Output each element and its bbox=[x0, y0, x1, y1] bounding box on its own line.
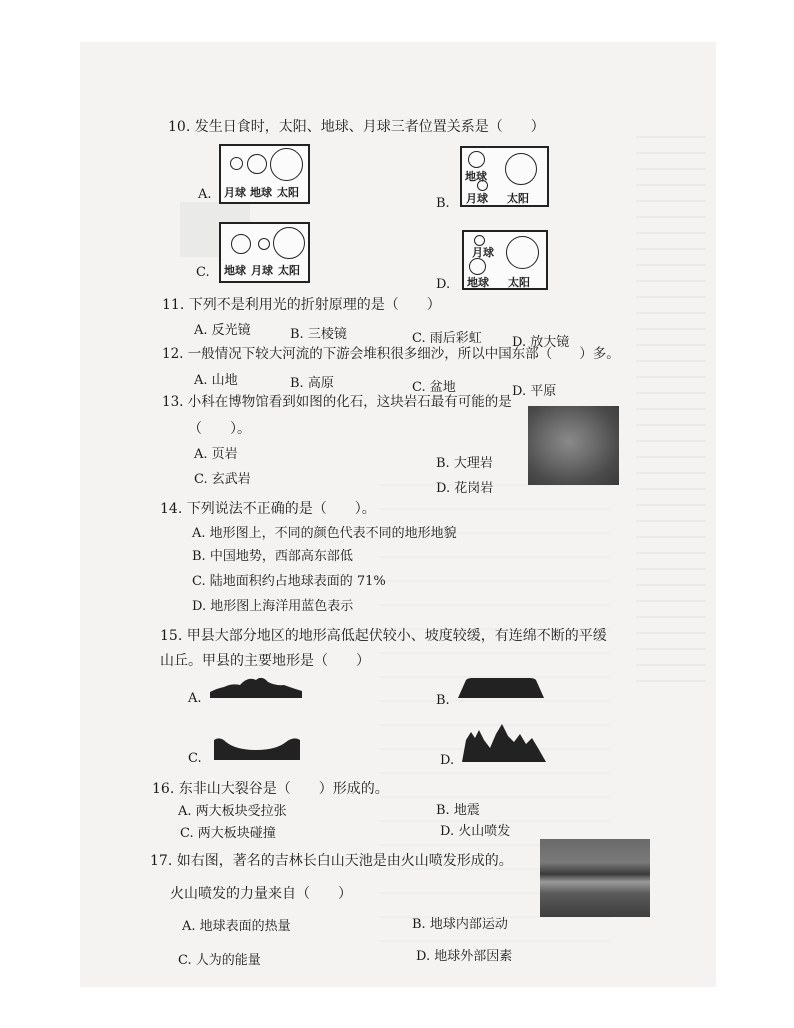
worksheet-page bbox=[80, 42, 716, 987]
q11-option-c[interactable]: C. 雨后彩虹 bbox=[412, 331, 482, 346]
q15-option-b-plateau-image[interactable] bbox=[458, 674, 544, 698]
earth-circle bbox=[247, 154, 267, 174]
q14-stem: 14. 下列说法不正确的是（ ）。 bbox=[160, 501, 376, 517]
sun-circle bbox=[273, 227, 305, 259]
q17-option-a[interactable]: A. 地球表面的热量 bbox=[182, 919, 291, 934]
moon-label: 月球 bbox=[251, 264, 273, 277]
earth-circle bbox=[231, 234, 251, 254]
q17-stem-line2: 火山喷发的力量来自（ ） bbox=[170, 886, 352, 902]
q13-stem-line1: 13. 小科在博物馆看到如图的化石，这块岩石最有可能的是 bbox=[162, 394, 512, 410]
q11-option-a[interactable]: A. 反光镜 bbox=[194, 323, 251, 338]
q11-option-b[interactable]: B. 三棱镜 bbox=[290, 327, 347, 342]
moon-label: 月球 bbox=[224, 186, 246, 199]
moon-circle bbox=[230, 157, 243, 170]
earth-circle bbox=[469, 258, 486, 275]
q10-stem: 10. 发生日食时，太阳、地球、月球三者位置关系是（ ） bbox=[168, 119, 545, 135]
sun-circle bbox=[506, 236, 539, 269]
q10-option-d-letter: D. bbox=[436, 277, 451, 292]
q14-option-a[interactable]: A. 地形图上，不同的颜色代表不同的地形地貌 bbox=[192, 526, 457, 541]
earth-label: 地球 bbox=[467, 276, 489, 289]
q10-option-a-diagram[interactable] bbox=[219, 144, 310, 204]
q12-option-a[interactable]: A. 山地 bbox=[194, 373, 238, 388]
moon-label: 月球 bbox=[466, 192, 488, 205]
q12-option-c[interactable]: C. 盆地 bbox=[412, 380, 456, 395]
q15-option-d-mountains-image[interactable] bbox=[462, 722, 546, 762]
q15-option-c-letter: C. bbox=[188, 751, 202, 766]
q11-option-d[interactable]: D. 放大镜 bbox=[512, 335, 570, 350]
q11-stem: 11. 下列不是利用光的折射原理的是（ ） bbox=[162, 297, 441, 313]
q15-option-d-letter: D. bbox=[440, 753, 455, 768]
q10-option-b-diagram[interactable] bbox=[460, 146, 549, 207]
moon-circle bbox=[258, 238, 270, 250]
sun-label: 太阳 bbox=[277, 186, 299, 199]
q10-option-c-letter: C. bbox=[196, 265, 210, 280]
q14-option-c[interactable]: C. 陆地面积约占地球表面的 71% bbox=[192, 574, 386, 589]
sun-label: 太阳 bbox=[507, 192, 529, 205]
q15-option-c-basin-image[interactable] bbox=[214, 736, 300, 760]
q15-option-a-hills-image[interactable] bbox=[210, 672, 302, 698]
q15-stem-line1: 15. 甲县大部分地区的地形高低起伏较小、坡度较缓，有连绵不断的平缓 bbox=[160, 628, 607, 644]
q10-option-c-diagram[interactable] bbox=[219, 222, 310, 283]
q14-option-b[interactable]: B. 中国地势，西部高东部低 bbox=[192, 549, 353, 564]
q13-option-b[interactable]: B. 大理岩 bbox=[436, 456, 493, 471]
moon-label: 月球 bbox=[472, 246, 494, 259]
q15-stem-line2: 山丘。甲县的主要地形是（ ） bbox=[160, 653, 370, 669]
q10-option-b-letter: B. bbox=[436, 196, 450, 211]
q12-stem: 12. 一般情况下较大河流的下游会堆积很多细沙，所以中国东部（ ）多。 bbox=[162, 346, 620, 362]
earth-label: 地球 bbox=[250, 186, 272, 199]
q12-option-b[interactable]: B. 高原 bbox=[290, 376, 334, 391]
sun-label: 太阳 bbox=[508, 276, 530, 289]
q10-option-a-letter: A. bbox=[198, 187, 212, 202]
q17-option-b[interactable]: B. 地球内部运动 bbox=[412, 917, 508, 932]
q15-option-b-letter: B. bbox=[436, 693, 450, 708]
q13-stem-line2: （ ）。 bbox=[188, 421, 251, 437]
sun-circle bbox=[505, 153, 537, 185]
q13-option-a[interactable]: A. 页岩 bbox=[194, 447, 238, 462]
q15-option-a-letter: A. bbox=[188, 691, 202, 706]
sun-label: 太阳 bbox=[278, 264, 300, 277]
bleed-through-column bbox=[636, 122, 706, 682]
earth-label: 地球 bbox=[224, 264, 246, 277]
q16-stem: 16. 东非山大裂谷是（ ）形成的。 bbox=[152, 781, 389, 797]
q17-option-c[interactable]: C. 人为的能量 bbox=[178, 953, 261, 968]
earth-label: 地球 bbox=[465, 170, 487, 183]
q16-option-c[interactable]: C. 两大板块碰撞 bbox=[180, 826, 276, 841]
q13-option-d[interactable]: D. 花岗岩 bbox=[436, 481, 494, 496]
q16-option-a[interactable]: A. 两大板块受拉张 bbox=[178, 804, 287, 819]
q17-option-d[interactable]: D. 地球外部因素 bbox=[416, 949, 513, 964]
fossil-rock-photo bbox=[528, 406, 619, 485]
q13-option-c[interactable]: C. 玄武岩 bbox=[194, 472, 251, 487]
q17-stem-line1: 17. 如右图，著名的吉林长白山天池是由火山喷发形成的。 bbox=[150, 853, 513, 869]
q12-option-d[interactable]: D. 平原 bbox=[512, 384, 557, 399]
q14-option-d[interactable]: D. 地形图上海洋用蓝色表示 bbox=[192, 599, 354, 614]
q16-option-b[interactable]: B. 地震 bbox=[436, 803, 480, 818]
q16-option-d[interactable]: D. 火山喷发 bbox=[440, 824, 511, 839]
q10-option-d-diagram[interactable] bbox=[462, 230, 548, 290]
tianchi-lake-photo bbox=[540, 839, 650, 917]
sun-circle bbox=[270, 148, 303, 181]
earth-circle bbox=[468, 151, 485, 168]
